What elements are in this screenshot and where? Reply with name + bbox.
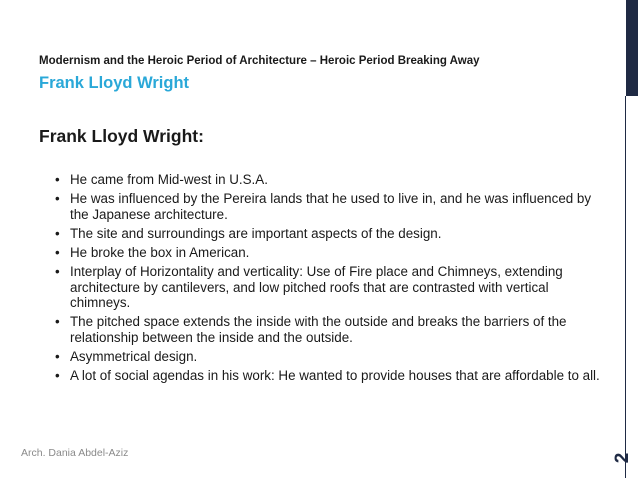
list-item — [53, 314, 605, 345]
sidebar-accent-block — [626, 0, 638, 96]
bullet-icon: • — [55, 314, 60, 330]
bullet-text: Asymmetrical design. — [70, 348, 198, 364]
bullet-text: He broke the box in American. — [70, 245, 250, 261]
sidebar-divider — [625, 96, 626, 478]
bullet-icon: • — [55, 191, 60, 207]
page-number: 2 — [612, 452, 633, 464]
bullet-icon: • — [55, 348, 60, 364]
bullet-text: He came from Mid-west in U.S.A. — [70, 172, 268, 187]
slide-kicker: Modernism and the Heroic Period of Architecture – Heroic Period Breaking Away — [39, 55, 480, 67]
bullet-text: The pitched space extends the inside with the outside and breaks the barriers of the relationship between the inside and the outside. — [70, 314, 567, 345]
list-item — [53, 264, 605, 310]
bullet-text: The site and surroundings are important aspects of the design. — [70, 225, 442, 241]
slide-footer: Arch. Dania Abdel-Aziz — [21, 447, 129, 459]
bullet-icon: • — [55, 225, 60, 241]
bullet-list — [53, 172, 605, 387]
list-item — [53, 349, 605, 364]
bullet-icon: • — [55, 172, 60, 187]
list-item — [53, 226, 605, 241]
bullet-icon: • — [55, 245, 60, 261]
list-item — [53, 368, 605, 383]
bullet-text: A lot of social agendas in his work: He wanted to provide houses that are affordable to all. — [70, 368, 600, 384]
slide-heading: Frank Lloyd Wright: — [39, 126, 204, 146]
bullet-text: He was influenced by the Pereira lands that he used to live in, and he was influenced by the Japanese architecture. — [70, 191, 592, 222]
list-item — [53, 172, 605, 187]
bullet-icon: • — [55, 368, 60, 384]
bullet-text: Interplay of Horizontality and verticality: Use of Fire place and Chimneys, extending architecture by cantilevers, and low pitched roofs that are contrasted with vertical chimneys. — [70, 264, 563, 311]
slide-subtitle: Frank Lloyd Wright — [39, 74, 190, 92]
list-item — [53, 191, 605, 222]
list-item — [53, 245, 605, 260]
bullet-icon: • — [55, 264, 60, 280]
